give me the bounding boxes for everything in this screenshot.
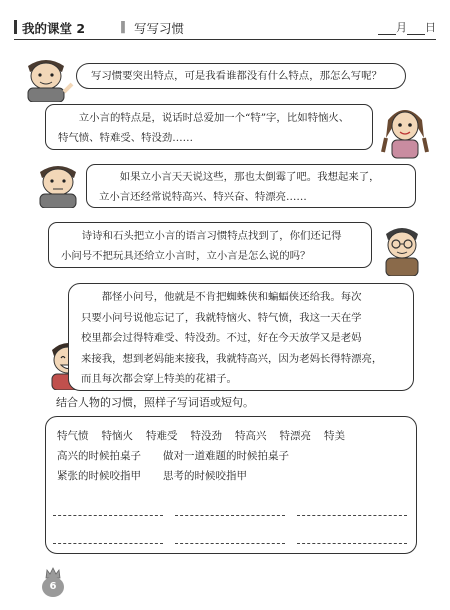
header-bar [14,20,17,34]
lesson-title: 我的课堂 2 [22,21,86,36]
speech-bubble-3 [86,164,416,208]
date-field [378,19,436,35]
word-row-1 [57,426,407,446]
answer-line[interactable] [175,543,285,544]
word-item: 特漂亮 [279,430,311,442]
month-blank[interactable] [378,24,396,35]
speech-bubble-2 [45,104,373,150]
header-rule [14,39,436,40]
page-header [14,18,436,40]
bubble-4-line-2: 小问号不把玩具还给立小言时，立小言是怎么说的吗？ [61,250,311,262]
word-item: 特气愤 [57,430,89,442]
bubble-3-line-2: 立小言还经常说特高兴、特兴奋、特漂亮…… [99,191,307,203]
bubble-5-line-5: 而且每次都会穿上特美的花裙子。 [81,373,237,385]
word-examples [57,426,407,486]
boy-thinking-figure [30,158,86,208]
day-blank[interactable] [407,24,425,35]
phrase-item: 做对一道难题的时候拍桌子 [163,450,289,462]
girl-with-braids-figure [378,98,432,160]
word-item: 特恼火 [101,430,133,442]
month-label: 月 [396,21,407,34]
word-row-3 [57,466,407,486]
word-item: 特没劲 [190,430,222,442]
answer-line[interactable] [53,543,163,544]
page-number-badge [40,567,66,597]
speech-bubble-5 [68,283,414,391]
word-item: 特美 [324,430,345,442]
bubble-5-line-4: 来接我，想到老妈能来接我，我就特高兴，因为老妈长得特漂亮， [81,352,383,365]
bubble-3-line-1: 如果立小言天天说这些，那也太倒霉了吧。我想起来了， [99,171,380,183]
word-item: 特高兴 [235,430,267,442]
bubble-5-line-1: 都怪小问号，他就是不肯把蜘蛛侠和蝙蝠侠还给我。每次 [81,291,362,303]
speech-bubble-1 [76,63,406,89]
boy-in-shirt-figure [18,52,74,102]
answer-box [45,416,417,554]
bubble-5-line-3: 校里都会过得特难受、特没劲。不过，好在今天放学又是老妈 [81,332,362,344]
answer-line[interactable] [53,515,163,516]
phrase-item: 思考的时候咬指甲 [163,470,247,482]
boy-with-glasses-figure [374,218,430,276]
answer-line[interactable] [297,515,407,516]
header-separator: ‖ [120,19,126,33]
phrase-item: 高兴的时候拍桌子 [57,450,141,462]
day-label: 日 [425,21,436,34]
exercise-prompt: 结合人物的习惯，照样子写词语或短句。 [56,396,254,409]
bubble-4-line-1: 诗诗和石头把立小言的语言习惯特点找到了，你们还记得 [61,230,342,242]
bubble-5-line-2: 只要小问号说他忘记了，我就特恼火、特气愤，我这一天在学 [81,311,362,324]
page-number: 6 [42,577,64,597]
answer-line[interactable] [297,543,407,544]
bubble-2-line-1: 立小言的特点是，说话时总爱加一个“特”字，比如特恼火、 [58,112,350,124]
speech-bubble-4 [48,222,372,268]
answer-line[interactable] [175,515,285,516]
word-item: 特难受 [146,430,178,442]
word-row-2 [57,446,407,466]
bubble-2-line-2: 特气愤、特难受、特没劲…… [58,132,194,144]
topic-title: 写写习惯 [134,21,185,36]
phrase-item: 紧张的时候咬指甲 [57,470,141,482]
bubble-1-line-1: 写习惯要突出特点，可是我看谁都没有什么特点，那怎么写呢？ [91,70,382,82]
